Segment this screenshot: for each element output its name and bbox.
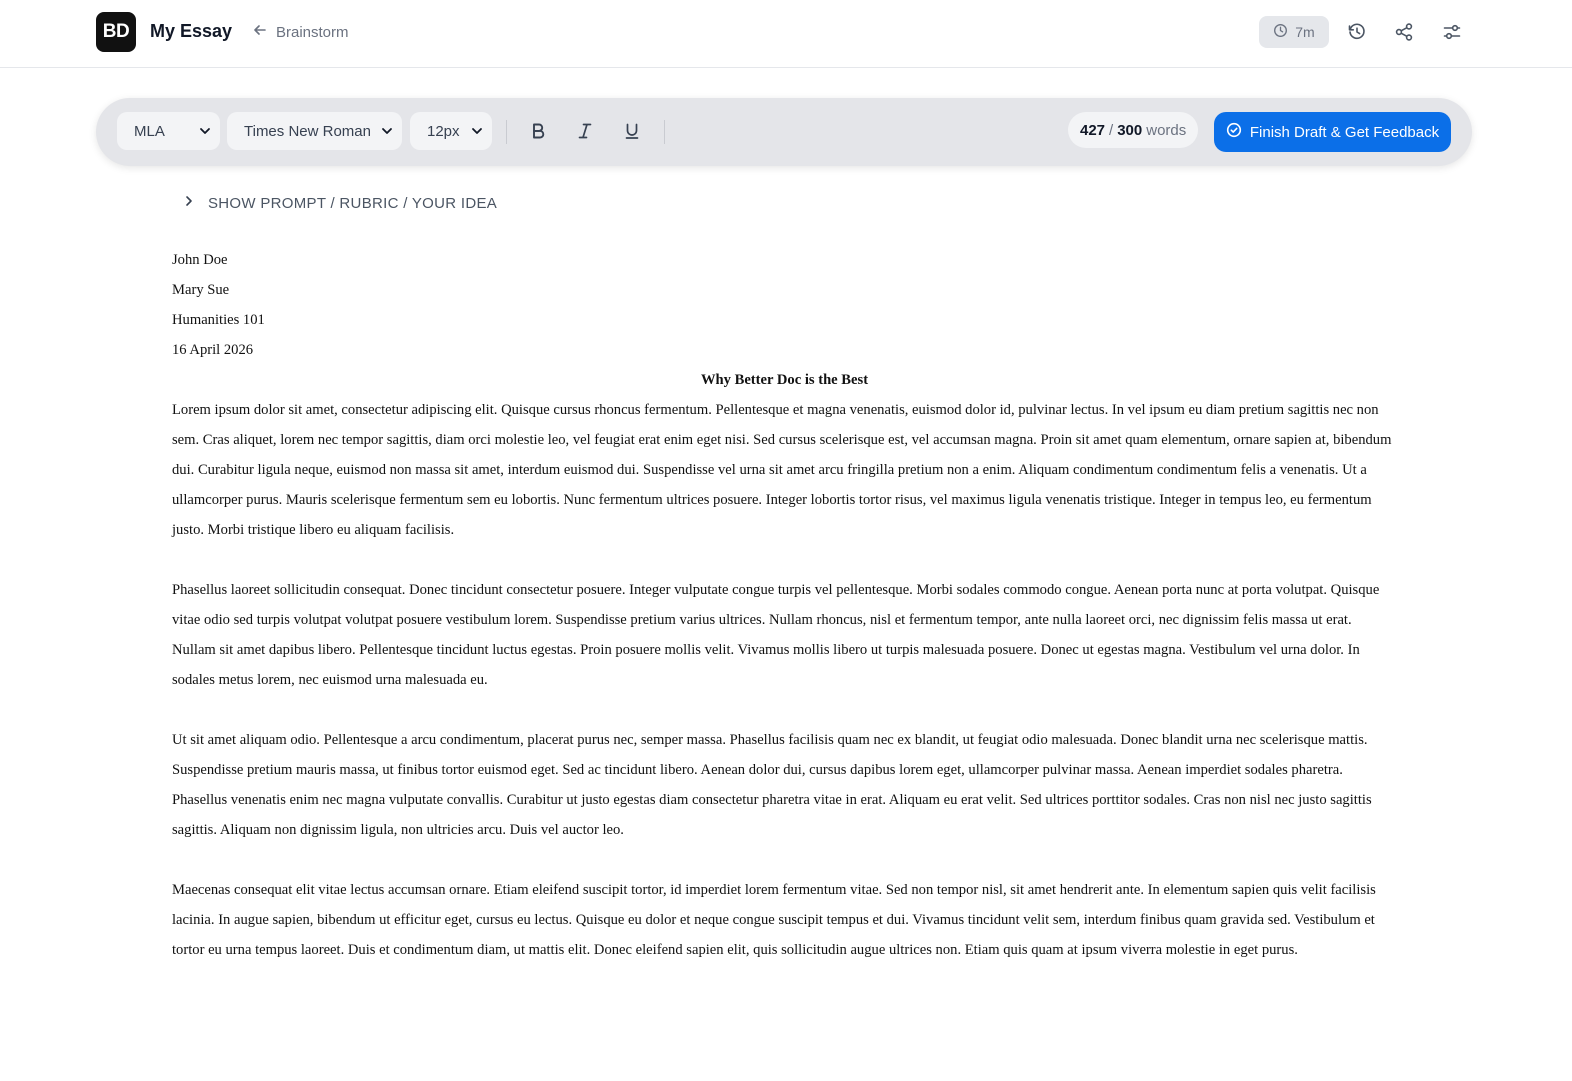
font-size-select[interactable] xyxy=(410,112,492,150)
word-count-current: 427 xyxy=(1080,121,1106,139)
essay-course: Humanities 101 xyxy=(172,312,265,328)
arrow-left-icon xyxy=(252,22,268,42)
word-count-target: 300 xyxy=(1117,121,1143,139)
back-to-brainstorm-link[interactable] xyxy=(252,22,349,42)
chevron-down-icon xyxy=(198,124,212,138)
bold-icon xyxy=(528,121,548,141)
citation-style-select[interactable] xyxy=(117,112,220,150)
essay-paragraph: Lorem ipsum dolor sit amet, consectetur adipiscing elit. Quisque cursus rhoncus fermentum. Pellentesque et magna venenatis, euismod dolor id, pulvinar lectus. In vel ipsum eu diam pretium sagittis nec non sem. Cras aliquet, lorem nec tempor sagittis, diam orci molestie leo, vel feugiat erat enim eget nisi. Sed cursus scelerisque est, vel accumsan magna. Proin sit amet quam elementum, ornare sapien at, bibendum dui. Curabitur ligula neque, euismod non massa sit amet, interdum euismod dui. Suspendisse vel urna sit amet arcu fringilla pretium non a enim. Aliquam condimentum condimentum felis a venenatis. Ut a ullamcorper purus. Mauris scelerisque fermentum sem eu lobortis. Nunc fermentum ultrices posuere. Integer lobortis tortor risus, vel maximus ligula venenatis tristique. Integer in tempus leo, eu fermentum justo. Morbi tristique libero eu aliquam facilisis. xyxy=(172,402,1392,538)
essay-paragraph: Ut sit amet aliquam odio. Pellentesque a arcu condimentum, placerat purus nec, semper massa. Phasellus facilisis quam nec ex blandit, ut feugiat odio malesuada. Donec blandit urna nec scelerisque mattis. Suspendisse pretium mauris massa, ut finibus tortor euismod eget. Sed ac tincidunt libero. Aenean dolor dui, cursus dapibus lorem eget, ullamcorper pulvinar massa. Aenean imperdiet sodales pharetra. Phasellus venenatis enim nec magna vulputate convallis. Curabitur ut justo egestas diam consectetur pharetra vitae in erat. Aliquam eu erat velit. Sed ultrices porttitor sodales. Cras non nisl nec justo sagittis sagittis. Aliquam non dignissim ligula, non ultricies arcu. Duis vel auctor leo. xyxy=(172,732,1372,838)
chevron-right-icon xyxy=(182,194,196,212)
essay-editor[interactable] xyxy=(172,245,1397,995)
font-size-value: 12px xyxy=(427,122,460,140)
word-count-unit: words xyxy=(1146,121,1187,139)
show-prompt-toggle[interactable] xyxy=(182,194,497,212)
formatting-toolbar xyxy=(96,98,1472,166)
finish-draft-label: Finish Draft & Get Feedback xyxy=(1249,123,1440,141)
underline-button[interactable] xyxy=(619,118,645,144)
app-logo[interactable]: BD xyxy=(96,12,136,52)
font-family-value: Times New Roman xyxy=(244,122,371,140)
essay-title: Why Better Doc is the Best xyxy=(700,372,869,388)
document-title[interactable]: My Essay xyxy=(150,21,233,41)
timer-value: 7m xyxy=(1295,24,1315,40)
citation-style-value: MLA xyxy=(134,122,165,140)
clock-icon xyxy=(1273,23,1288,41)
back-link-label: Brainstorm xyxy=(276,23,349,41)
share-icon[interactable] xyxy=(1392,20,1416,44)
settings-sliders-icon[interactable] xyxy=(1440,20,1464,44)
essay-date: 16 April 2026 xyxy=(172,342,254,358)
history-icon[interactable] xyxy=(1345,20,1369,44)
word-count-badge xyxy=(1068,112,1198,148)
session-timer[interactable] xyxy=(1259,16,1329,48)
italic-icon xyxy=(575,121,595,141)
essay-author: John Doe xyxy=(172,252,228,268)
font-family-select[interactable] xyxy=(227,112,402,150)
chevron-down-icon xyxy=(380,124,394,138)
essay-instructor: Mary Sue xyxy=(172,282,230,298)
word-count-separator: / xyxy=(1109,121,1114,139)
essay-paragraph: Phasellus laoreet sollicitudin consequat. Donec tincidunt consectetur posuere. Integer vulputate congue turpis vel pellentesque. Morbi sodales commodo congue. Aenean porta nunc at porta volutpat. Quisque vitae odio sed turpis volutpat volutpat posuere vestibulum lorem. Suspendisse pretium varius ultrices. Nullam rhoncus, nisl et fermentum tempor, ante nulla laoreet orci, nec dignissim felis massa ut erat. Nullam sit amet dapibus libero. Pellentesque tincidunt luctus egestas. Proin posuere mollis velit. Vivamus mollis libero ut turpis malesuada posuere. Donec ut egestas magna. Vestibulum vel urna dolor. In sodales metus lorem, nec euismod urna malesuada eu. xyxy=(172,582,1380,688)
check-circle-icon xyxy=(1226,122,1242,142)
toolbar-divider xyxy=(506,120,507,144)
toolbar-divider xyxy=(664,120,665,144)
bold-button[interactable] xyxy=(525,118,551,144)
top-bar xyxy=(0,0,1572,68)
finish-draft-button[interactable] xyxy=(1214,112,1451,152)
show-prompt-label: SHOW PROMPT / RUBRIC / YOUR IDEA xyxy=(208,194,498,212)
chevron-down-icon xyxy=(470,124,484,138)
underline-icon xyxy=(622,121,642,141)
essay-paragraph: Maecenas consequat elit vitae lectus accumsan ornare. Etiam eleifend suscipit tortor, id imperdiet lorem fermentum vitae. Sed non tempor nisl, sit amet hendrerit ante. In elementum sapien quis velit facilisis lacinia. In augue sapien, bibendum ut efficitur eget, cursus eu lectus. Quisque eu dolor et neque congue suscipit tempus et dui. Vivamus tincidunt velit sem, interdum finibus quam gravida sed. Vestibulum et tortor eu urna tempus laoreet. Duis et condimentum diam, ut mattis elit. Donec eleifend sapien elit, quis sollicitudin augue ultrices non. Etiam quis quam at ipsum viverra molestie in eget purus. xyxy=(172,882,1376,958)
italic-button[interactable] xyxy=(572,118,598,144)
